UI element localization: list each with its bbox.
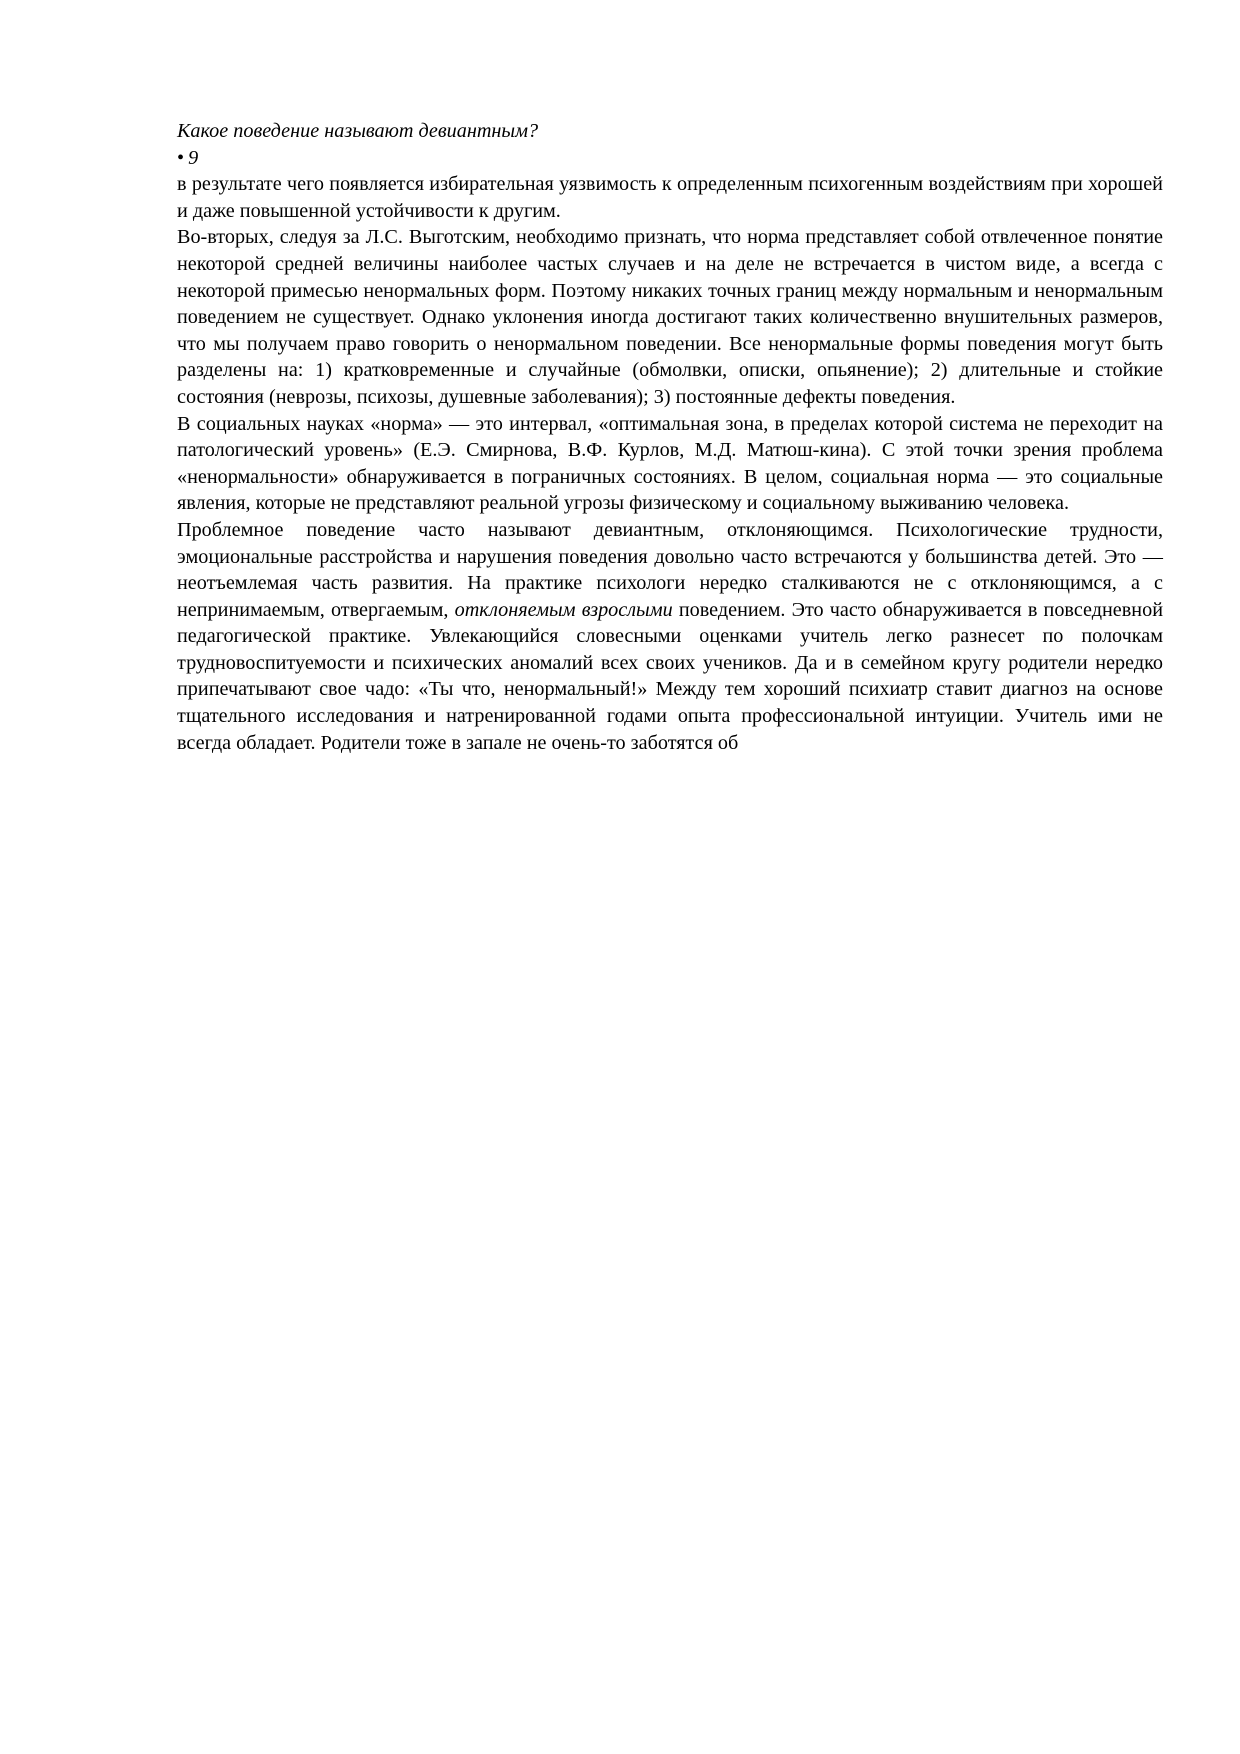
section-heading: Какое поведение называют девиантным? [177,120,539,142]
page-number: 9 [188,146,199,169]
document-page [177,118,1163,756]
paragraph-3: В социальных науках «норма» — это интервал, «оптимальная зона, в пределах которой система не переходит на патологический уровень» (Е.Э. Смирнова, В.Ф. Курлов, М.Д. Матюш-кина). С этой точки зрения проблема «ненормальности» обнаруживается в пограничных состояниях. В целом, социальная норма — это социальные явления, которые не представляют реальной угрозы физическому и социальному выживанию человека. [177,412,1163,515]
paragraph-4 [177,517,1163,756]
paragraph-2: Во-вторых, следуя за Л.С. Выготским, необходимо признать, что норма представляет собой отвлеченное понятие некоторой средней величины наиболее частых случаев и на деле не встречается в чистом виде, а всегда с некоторой примесью ненормальных форм. Поэтому никаких точных границ между нормальным и ненормальным поведением не существует. Однако уклонения иногда достигают таких количественно внушительных размеров, что мы получаем право говорить о ненормальном поведении. Все ненормальные формы поведения могут быть разделены на: 1) кратковременные и случайные (обмолвки, описки, опьянение); 2) длительные и стойкие состояния (неврозы, психозы, душевные заболевания); 3) постоянные дефекты поведения. [177,226,1163,408]
paragraph-1: в результате чего появляется избирательная уязвимость к определенным психогенным воздействиям при хорошей и даже повышенной устойчивости к другим. [177,173,1163,222]
paragraph-4-text-b: поведением. Это часто обнаруживается в повседневной педагогической практике. Увлекающийся словесными оценками учитель легко разнесет по полочкам трудновоспитуемости и психических аномалий всех своих учеников. Да и в семейном кругу родители нередко припечатывают свое чадо: «Ты что, ненормальный!» Между тем хороший психиатр ставит диагноз на основе тщательного исследования и натренированной годами опыта профессиональной интуиции. Учитель ими не всегда обладает. Родители тоже в запале не очень-то заботятся об [177,598,1163,754]
paragraph-4-text-a: Проблемное поведение часто называют девиантным, отклоняющимся. Психологические трудности, эмоциональные расстройства и нарушения поведения довольно часто встречаются у большинства детей. Это — неотъемлемая часть развития. На практике психологи нередко сталкиваются не с отклоняющимся, а с непринимаемым, отвергаемым, [177,518,1163,621]
bullet-icon: • [177,146,185,169]
page-marker [177,145,1163,172]
paragraph-4-emphasis: отклоняемым взрослыми [454,598,673,621]
